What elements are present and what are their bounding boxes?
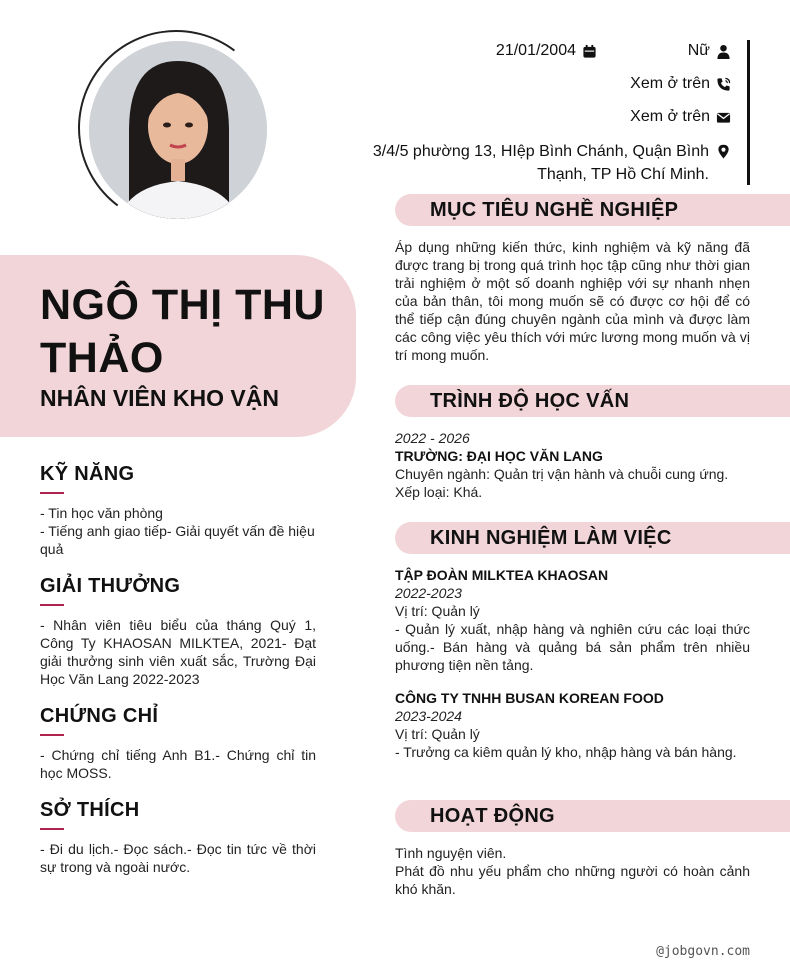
company-name: TẬP ĐOÀN MILKTEA KHAOSAN xyxy=(395,567,609,583)
gender-text: Nữ xyxy=(687,42,710,59)
education-rank: Xếp loại: Khá. xyxy=(395,484,483,500)
experience-item xyxy=(395,566,750,674)
full-name: NGÔ THỊ THU THẢO xyxy=(40,281,325,382)
activities-body xyxy=(395,844,750,898)
job-position: Vị trí: Quản lý xyxy=(395,726,480,742)
dob-row xyxy=(496,42,597,60)
email-row xyxy=(630,108,731,126)
section-title: SỞ THÍCH xyxy=(40,799,140,821)
job-description: - Quản lý xuất, nhập hàng và nghiên cứu các loại thức uống.- Bán hàng và quảng bá sản phẩm trên nhiều phương tiện nền tảng. xyxy=(395,621,750,673)
job-period: 2022-2023 xyxy=(395,585,462,601)
objective-header xyxy=(395,194,790,226)
section-title: TRÌNH ĐỘ HỌC VẤN xyxy=(430,390,630,412)
contact-block xyxy=(372,40,750,185)
phone-row xyxy=(630,75,731,93)
name-block xyxy=(0,255,356,437)
awards-section xyxy=(40,575,316,688)
avatar xyxy=(89,41,267,219)
education-body xyxy=(395,429,750,501)
address-row xyxy=(369,140,709,186)
activities-header xyxy=(395,800,790,832)
job-title: NHÂN VIÊN KHO VẬN xyxy=(40,385,279,411)
awards-text: - Nhân viên tiêu biểu của tháng Quý 1, Công Ty KHAOSAN MILKTEA, 2021- Đạt giải thưởng sinh viên xuất sắc, Trường Đại Học Văn Lang 2022-2023 xyxy=(40,617,316,687)
section-title: CHỨNG CHỈ xyxy=(40,705,159,727)
hobbies-section xyxy=(40,799,316,876)
certificates-text: - Chứng chỉ tiếng Anh B1.- Chứng chỉ tin học MOSS. xyxy=(40,747,316,781)
gender-row xyxy=(688,42,731,60)
address-text: 3/4/5 phường 13, HIệp Bình Chánh, Quận Bình Thạnh, TP Hồ Chí Minh. xyxy=(372,143,709,183)
section-title: KỸ NĂNG xyxy=(40,463,135,485)
education-major: Chuyên ngành: Quản trị vận hành và chuỗi cung ứng. xyxy=(395,466,729,482)
skills-text: - Tin học văn phòng - Tiếng anh giao tiếp- Giải quyết vấn đề hiệu quả xyxy=(40,505,315,557)
profile-photo xyxy=(89,41,267,219)
activity-line: Tình nguyện viên. xyxy=(395,845,507,861)
envelope-icon xyxy=(716,110,731,125)
user-icon xyxy=(716,44,731,59)
job-period: 2023-2024 xyxy=(395,708,462,724)
section-underline xyxy=(40,492,64,494)
section-title: GIẢI THƯỞNG xyxy=(40,575,181,597)
activity-line: Phát đồ nhu yếu phẩm cho những người có hoàn cảnh khó khăn. xyxy=(395,863,750,897)
experience-item xyxy=(395,689,750,761)
job-position: Vị trí: Quản lý xyxy=(395,603,480,619)
dob-text: 21/01/2004 xyxy=(495,42,576,59)
education-school: TRƯỜNG: ĐẠI HỌC VĂN LANG xyxy=(395,448,603,464)
education-header xyxy=(395,385,790,417)
phone-text: Xem ở trên xyxy=(630,75,710,92)
phone-icon xyxy=(716,77,731,92)
section-underline xyxy=(40,604,64,606)
section-underline xyxy=(40,734,64,736)
section-title: KINH NGHIỆM LÀM VIỆC xyxy=(430,527,672,549)
watermark: @jobgovn.com xyxy=(656,944,750,959)
skills-section xyxy=(40,463,316,558)
map-pin-icon xyxy=(716,143,731,158)
objective-body xyxy=(395,238,750,364)
objective-text: Áp dụng những kiến thức, kinh nghiệm và kỹ năng đã được trang bị trong quá trình học tập cũng như thời gian trải nghiệm ở một số doanh nghiệp với sự nhanh nhẹn của bản thân, tôi mong muốn sẽ có được cơ hội để có thể tiếp cận đúng chuyên ngành của mình và được làm các công việc yêu thích với mức lương mong muốn và vị trí mong muốn. xyxy=(395,239,750,363)
section-underline xyxy=(40,828,64,830)
certificates-section xyxy=(40,705,316,782)
education-period: 2022 - 2026 xyxy=(395,430,470,446)
section-title: HOẠT ĐỘNG xyxy=(430,805,555,827)
job-description: - Trưởng ca kiêm quản lý kho, nhập hàng và bán hàng. xyxy=(395,744,737,760)
email-text: Xem ở trên xyxy=(630,108,710,125)
section-title: MỤC TIÊU NGHỀ NGHIỆP xyxy=(430,199,679,221)
hobbies-text: - Đi du lịch.- Đọc sách.- Đọc tin tức về thời sự trong và ngoài nước. xyxy=(40,841,316,875)
calendar-icon xyxy=(582,44,597,59)
experience-header xyxy=(395,522,790,554)
company-name: CÔNG TY TNHH BUSAN KOREAN FOOD xyxy=(395,690,664,706)
